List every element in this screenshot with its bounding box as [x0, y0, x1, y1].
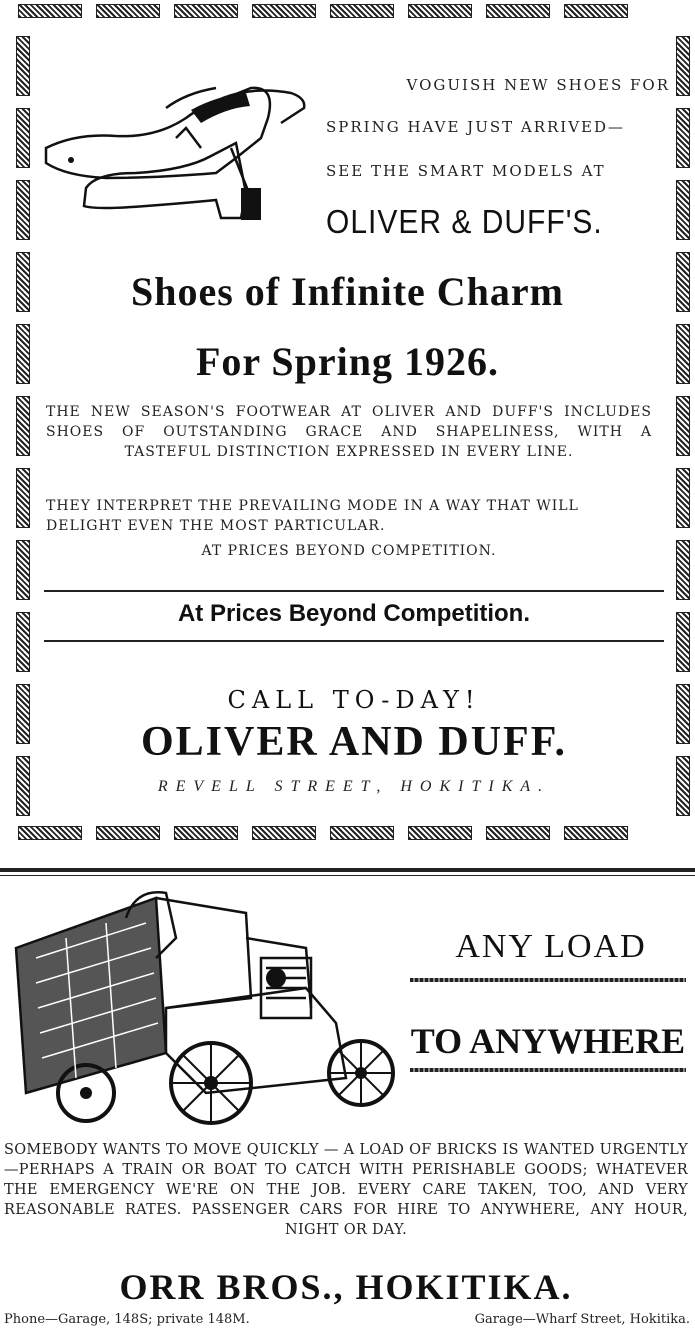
- firm-name: OLIVER AND DUFF.: [141, 719, 567, 765]
- intro-line-2: SPRING HAVE JUST ARRIVED—: [326, 118, 626, 136]
- ad-separator: [0, 875, 695, 876]
- address: REVELL STREET, HOKITIKA.: [157, 778, 551, 795]
- paragraph-season-footwear: THE NEW SEASON'S FOOTWEAR AT OLIVER AND DUFF'S INCLUDES SHOES OF OUTSTANDING GRACE AND SHAPELINESS, WITH A TASTEFUL DISTINCTION EXPRESSED IN EVERY LINE.: [46, 404, 652, 460]
- shoe-illustration: [36, 78, 326, 238]
- phone-numbers: Phone—Garage, 148S; private 148M.: [4, 1312, 250, 1327]
- headline-to-anywhere: TO ANYWHERE: [410, 1021, 686, 1061]
- dotted-rule: [410, 1068, 686, 1072]
- headline-infinite-charm: Shoes of Infinite Charm: [130, 269, 565, 314]
- call-to-action: CALL TO-DAY!: [227, 686, 481, 714]
- orr-body-text: SOMEBODY WANTS TO MOVE QUICKLY — A LOAD OF BRICKS IS WANTED URGENTLY—PERHAPS A TRAIN OR BOAT TO CATCH WITH PERISHABLE GOODS; WHATEVER THE EMERGENCY WE'RE ON THE JOB. EVERY CARE TAKEN, TOO, AND VERY REASONABLE RATES. PASSENGER CARS FOR HIRE TO ANYWHERE, ANY HOUR, NIGHT OR DAY.: [4, 1142, 688, 1238]
- truck-illustration: [6, 878, 398, 1134]
- garage-address: Garage—Wharf Street, Hokitika.: [474, 1312, 690, 1327]
- ad-separator: [0, 868, 695, 872]
- headline-any-load: ANY LOAD: [455, 928, 647, 965]
- paragraph-prevailing-mode: THEY INTERPRET THE PREVAILING MODE IN A WAY THAT WILL DELIGHT EVEN THE MOST PARTICULAR.: [46, 498, 579, 534]
- prices-banner: At Prices Beyond Competition.: [177, 600, 531, 627]
- ornamental-border-left: [16, 36, 30, 816]
- orr-firm-name: ORR BROS., HOKITIKA.: [119, 1267, 573, 1307]
- ornamental-border-top: [18, 4, 628, 18]
- intro-line-3: SEE THE SMART MODELS AT: [326, 162, 606, 180]
- divider-rule: [44, 640, 664, 642]
- ornamental-border-bottom: [18, 826, 628, 840]
- store-name: OLIVER & DUFF'S.: [326, 204, 603, 241]
- headline-spring-1926: For Spring 1926.: [195, 339, 500, 384]
- divider-rule: [44, 590, 664, 592]
- dotted-rule: [410, 978, 686, 982]
- intro-line-1: VOGUISH NEW SHOES FOR: [406, 76, 670, 94]
- paragraph-prices: AT PRICES BEYOND COMPETITION.: [201, 543, 497, 559]
- ornamental-border-right: [676, 36, 690, 816]
